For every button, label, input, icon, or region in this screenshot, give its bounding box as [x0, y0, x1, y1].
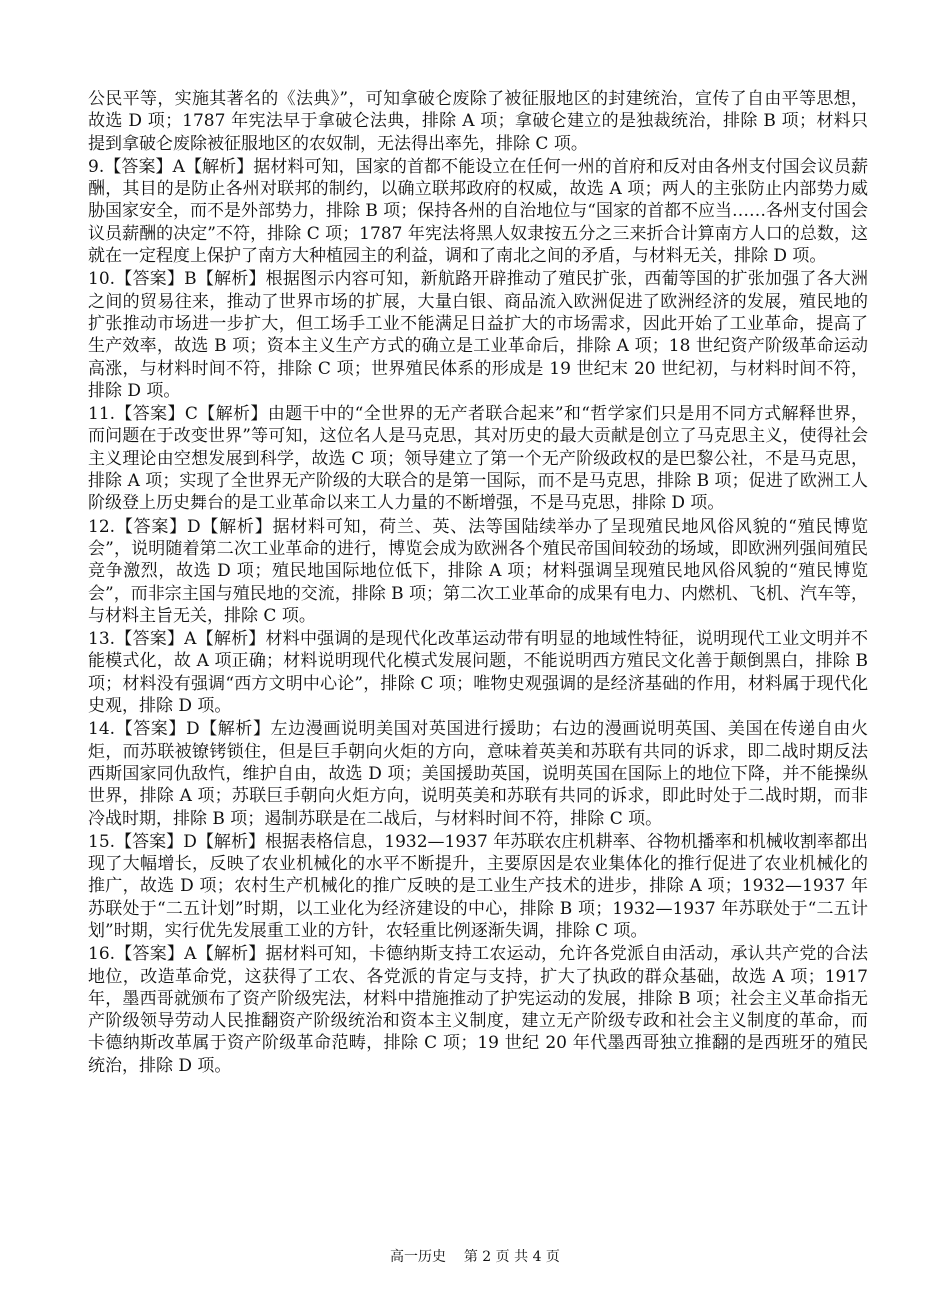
page-footer — [0, 1248, 950, 1266]
paragraph-q16: 16.【答案】A【解析】据材料可知，卡德纳斯支持工农运动，允许各党派自由活动，承认共产党的合法地位，改造革命党，这获得了工农、各党派的肯定与支持，扩大了执政的群众基础，故选 A 项；1917 年，墨西哥就颁布了资产阶级宪法，材料中措施推动了护宪运动的发展，排除 B 项；社会主义革命指无产阶级领导劳动人民推翻资产阶级统治和资本主义制度，建立无产阶级专政和社会主义制度的革命，而卡德纳斯改革属于资产阶级革命范畴，排除 C 项；19 世纪 20 年代墨西哥独立推翻的是西班牙的殖民统治，排除 D 项。 — [88, 944, 868, 1076]
paragraph-q14: 14.【答案】D【解析】左边漫画说明美国对英国进行援助；右边的漫画说明英国、美国在传递自由火炬，而苏联被镣铐锁住，但是巨手朝向火炬的方向，意味着英美和苏联有共同的诉求，即二战时期反法西斯国家同仇敌忾，维护自由，故选 D 项；美国援助英国，说明英国在国际上的地位下降，并不能操纵世界，排除 A 项；苏联巨手朝向火炬方向，说明英美和苏联有共同的诉求，即此时处于二战时期，而非冷战时期，排除 B 项；遏制苏联是在二战后，与材料时间不符，排除 C 项。 — [88, 719, 868, 829]
answer-explanations — [88, 88, 868, 1077]
paragraph-q15: 15.【答案】D【解析】根据表格信息，1932—1937 年苏联农庄机耕率、谷物机播率和机械收割率都出现了大幅增长，反映了农业机械化的水平不断提升，主要原因是农业集体化的推行促进了农业机械化的推广，故选 D 项；农村生产机械化的推广反映的是工业生产技术的进步，排除 A 项；1932—1937 年苏联处于“二五计划”时期，以工业化为经济建设的中心，排除 B 项；1932—1937 年苏联处于“二五计划”时期，实行优先发展重工业的方针，农轻重比例逐渐失调，排除 C 项。 — [88, 831, 868, 941]
paragraph-q13: 13.【答案】A【解析】材料中强调的是现代化改革运动带有明显的地域性特征，说明现代工业文明并不能模式化，故 A 项正确；材料说明现代化模式发展问题，不能说明西方殖民文化善于颠倒黑白，排除 B 项；材料没有强调“西方文明中心论”，排除 C 项；唯物史观强调的是经济基础的作用，材料属于现代化史观，排除 D 项。 — [88, 629, 868, 717]
footer-course: 高一历史 — [390, 1249, 447, 1265]
paragraph-q9: 9.【答案】A【解析】据材料可知，国家的首都不能设立在任何一州的首府和反对由各州支付国会议员薪酬，其目的是防止各州对联邦的制约，以确立联邦政府的权威，故选 A 项；两人的主张防止内部势力威胁国家安全，而不是外部势力，排除 B 项；保持各州的自治地位与“国家的首都不应当……各州支付国会议员薪酬的决定”不符，排除 C 项；1787 年宪法将黑人奴隶按五分之三来折合计算南方人口的总数，这就在一定程度上保护了南方大种植园主的利益，调和了南北之间的矛盾，与材料无关，排除 D 项。 — [88, 156, 868, 267]
paragraph-q12: 12.【答案】D【解析】据材料可知，荷兰、英、法等国陆续举办了呈现殖民地风俗风貌的“殖民博览会”，说明随着第二次工业革命的进行，博览会成为欧洲各个殖民帝国间较劲的场域，即欧洲列强间殖民竞争激烈，故选 D 项；殖民地国际地位低下，排除 A 项；材料强调呈现殖民地风俗风貌的“殖民博览会”，而非宗主国与殖民地的交流，排除 B 项；第二次工业革命的成果有电力、内燃机、飞机、汽车等，与材料主旨无关，排除 C 项。 — [88, 516, 868, 626]
paragraph-q10: 10.【答案】B【解析】根据图示内容可知，新航路开辟推动了殖民扩张，西葡等国的扩张加强了各大洲之间的贸易往来，推动了世界市场的扩展，大量白银、商品流入欧洲促进了欧洲经济的发展，殖民地的扩张推动市场进一步扩大，但工场手工业不能满足日益扩大的市场需求，因此开始了工业革命，提高了生产效率，故选 B 项；资本主义生产方式的确立是工业革命后，排除 A 项；18 世纪资产阶级革命运动高涨，与材料时间不符，排除 C 项；世界殖民体系的形成是 19 世纪末 20 世纪初，与材料时间不符，排除 D 项。 — [88, 269, 868, 401]
footer-page-info: 第 2 页 共 4 页 — [463, 1249, 560, 1265]
paragraph-q11: 11.【答案】C【解析】由题干中的“全世界的无产者联合起来”和“哲学家们只是用不同方式解释世界，而问题在于改变世界”等可知，这位名人是马克思，其对历史的最大贡献是创立了马克思主义，使得社会主义理论由空想发展到科学，故选 C 项；领导建立了第一个无产阶级政权的是巴黎公社，不是马克思，排除 A 项；实现了全世界无产阶级的大联合的是第一国际，而不是马克思，排除 B 项；促进了欧洲工人阶级登上历史舞台的是工业革命以来工人力量的不断增强，不是马克思，排除 D 项。 — [88, 404, 868, 514]
paragraph-continuation-q8: 公民平等，实施其著名的《法典》”，可知拿破仑废除了被征服地区的封建统治，宣传了自由平等思想，故选 D 项；1787 年宪法早于拿破仑法典，排除 A 项；拿破仑建立的是独裁统治，排除 B 项；材料只提到拿破仑废除被征服地区的农奴制，无法得出率先，排除 C 项。 — [88, 89, 868, 154]
